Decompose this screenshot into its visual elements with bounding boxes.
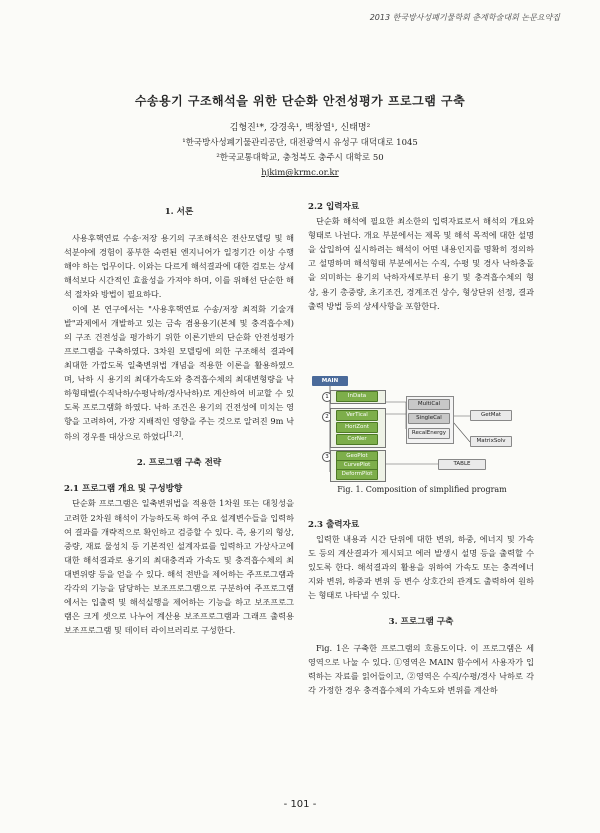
overview-paragraph: 단순화 프로그램은 일축변위법을 적용한 1차원 또는 대칭성을 고려한 2차원 해석이 가능하도록 하여 주요 설계변수들을 입력하여 결과를 개략적으로 확인하고 검증할 수 있다. 즉, 용기의 형상, 중량, 재료 물성치 등 기본적인 설계자료를 입력하고 가상사고에 대한 해석결과로 용기의 최대충격과 가속도 및 충격흡수체의 최대변위량 등을 얻을 수 있다. 해석 전반을 제어하는 주프로그램과 각각의 기능을 담당하는 보조프로그램으로 구분하여 주프로그램에서는 입출력 및 해석실행을 제어하는 기능을 하고 보조프로그램은 크게 셋으로 나누어 계산용 보조프로그램과 그래프 출력용 보조프로그램 및 데이터 라이브러리로 구성한다. (64, 498, 294, 636)
page-number: - 101 - (283, 799, 317, 810)
subsection-heading-output: 2.3 출력자료 (308, 520, 360, 530)
matrixsolv-box: MatrixSolv (470, 436, 512, 447)
paper-title: 수송용기 구조해석을 위한 단순화 안전성평가 프로그램 구축 (134, 94, 466, 108)
section-heading-build: 3. 프로그램 구축 (388, 616, 454, 627)
program-flow-figure (308, 372, 536, 482)
table-box: TABLE (438, 459, 486, 470)
subsection-heading-overview: 2.1 프로그램 개요 및 구성방향 (64, 484, 183, 495)
region-1-marker: 1 (322, 392, 332, 402)
author-email[interactable]: hjkim@krmc.or.kr (261, 168, 339, 178)
deformplot-box: DeformPlot (336, 469, 378, 480)
section-heading-strategy: 2. 프로그램 구축 전략 (136, 458, 222, 469)
singlecal-box: SingleCal (408, 413, 450, 424)
intro-paragraph-1: 사용후핵연료 수송·저장 용기의 구조해석은 전산모델링 및 해석분야에 경험이 풍부한 숙련된 엔지니어가 일정기간 이상 수행해야 하는 업무이다. 이와는 다르게 해석결과에 대한 검토는 상세해석보다 시간적인 효율성을 가져야 하며, 이를 위해선 단순한 해석 절차와 방법이 필요하다. (64, 233, 294, 300)
indata-box: InData (336, 391, 378, 402)
input-paragraph: 단순화 해석에 필요한 최소한의 입력자료로서 해석의 개요와 형태로 나뉜다. 개요 부분에서는 제목 및 해석 목적에 대한 설명을 삽입하여 실시하려는 해석이 어떤 내용인지를 명확히 정의하고 설명하며 해석형태 부분에서는 수직, 수평 및 경사 낙하충돌을 의미하는 용기의 낙하자세로부터 용기 및 충격흡수체의 형상, 용기 총중량, 초기조건, 경계조건 상수, 형상단위 선정, 결과출력 방법 등의 상세사항을 포함한다. (308, 216, 534, 311)
affiliation-1: ¹한국방사성폐기물관리공단, 대전광역시 유성구 대덕대로 1045 (182, 138, 418, 148)
authors: 김형진¹*, 강경욱¹, 백창열¹, 신태명² (229, 123, 371, 133)
right-column-lower (308, 518, 534, 697)
region-3-marker: 3 (322, 452, 332, 462)
affiliation-2: ²한국교통대학교, 충청북도 충주시 대학로 50 (216, 153, 384, 163)
corner-box: CorNer (336, 434, 378, 445)
intro-paragraph-2-text: 이에 본 연구에서는 "사용후핵연료 수송/저장 최적화 기술개발"과제에서 개발하고 있는 금속 겸용용기(본체 및 충격흡수체)의 구조 건전성을 평가하기 위한 이론기반의 단순화 안전성평가 프로그램을 구축하였다. 3차원 모델링에 의한 구조해석 결과에 최대한 가깝도록 일축변위법 개념을 적용한 이론을 활용하였으며, 낙하 시 용기의 최대가속도와 충격흡수체의 최대변형량을 낙하형태별(수직낙하/수평낙하/경사낙하)로 계산하여 비교할 수 있도록 프로그램화 하였다. 낙하 조건은 용기의 건전성에 미치는 영향을 고려하여, 가장 지배적인 영향을 주는 것으로 알려진 9m 낙하의 경우를 대상으로 하였다 (64, 303, 294, 443)
build-paragraph: Fig. 1은 구축한 프로그램의 흐름도이다. 이 프로그램은 세 영역으로 나눌 수 있다. ①영역은 MAIN 함수에서 사용자가 입력하는 자료를 읽어들이고, ②영역은 수직/수평/경사 낙하로 각각 가정한 경우 충격흡수체의 가속도와 변위를 계산하 (308, 642, 534, 695)
getmat-box: GetMat (470, 410, 512, 421)
section-heading-intro: 1. 서론 (164, 207, 194, 217)
intro-paragraph-2 (64, 302, 294, 445)
geoplot-box: GeoPlot (336, 451, 378, 462)
running-header: 2013 한국방사성폐기물학회 춘계학술대회 논문요약집 (369, 13, 560, 22)
subsection-heading-input: 2.2 입력자료 (308, 202, 360, 212)
multical-box: MultiCal (408, 399, 450, 410)
region-2-marker: 2 (322, 412, 332, 422)
intro-paragraph-2-end: . (180, 432, 184, 443)
curveplot-box: CurvePlot (336, 460, 378, 471)
left-column (64, 205, 294, 637)
output-paragraph: 입력한 내용과 시간 단위에 대한 변위, 하중, 에너지 및 가속도 등의 계산결과가 제시되고 에러 발생시 설명 등을 출력할 수 있도록 한다. 해석결과의 활용을 위하여 가속도 또는 충격에너지와 변위, 하중과 변위 등 변수 상호간의 관계도 출력하여 원하는 형태로 나타낼 수 있다. (308, 534, 534, 601)
recalenergy-box: RecalEnergy (408, 428, 450, 439)
citation-ref: [1,2] (166, 431, 181, 439)
right-column (308, 200, 534, 313)
main-box: MAIN (312, 376, 348, 386)
figure-caption: Fig. 1. Composition of simplified program (337, 485, 507, 494)
horizont-box: HoriZont (336, 422, 378, 433)
vertical-box: VerTical (336, 410, 378, 421)
